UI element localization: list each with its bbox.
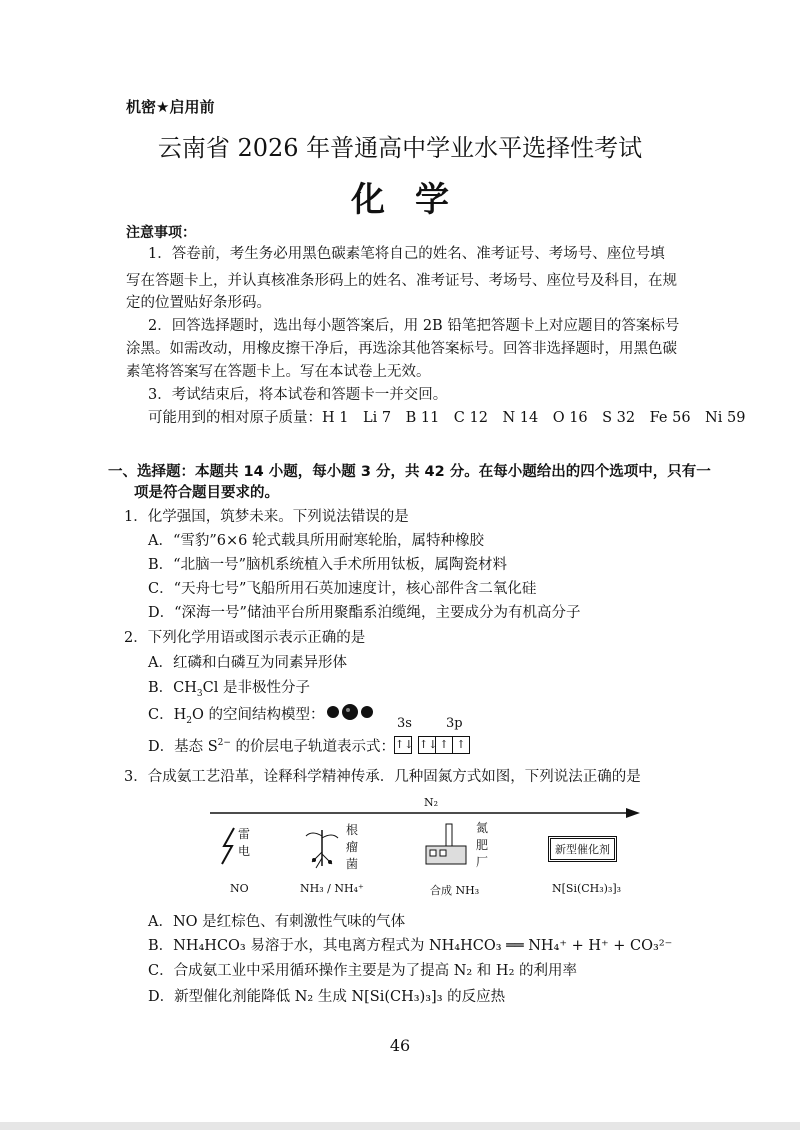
- nitrogen-fixation-diagram: [210, 796, 640, 900]
- notes-line: 素笔将答案写在答题卡上。写在本试卷上无效。: [126, 364, 431, 380]
- root-nodule-icon: [302, 826, 342, 870]
- bacteria-label: 根瘤菌: [346, 823, 359, 871]
- lightning-label: 雷电: [238, 827, 251, 858]
- confidential-label: 机密★启用前: [126, 98, 215, 116]
- question-2-stem: 2．下列化学用语或图示表示正确的是: [124, 630, 366, 646]
- page-number: 46: [389, 1036, 411, 1055]
- q1-option-b: B．“北脑一号”脑机系统植入手术所用钛板，属陶瓷材料: [148, 557, 507, 573]
- exam-title: 云南省 2026 年普通高中学业水平选择性考试: [157, 134, 643, 162]
- n2-arrow-label: N₂: [424, 796, 439, 809]
- factory-icon: [424, 822, 468, 868]
- q2-option-d: D．基态 $S^{2-}$ 的价层电子轨道表示式：: [148, 738, 396, 755]
- progress-arrow-icon: [210, 806, 640, 820]
- q1-option-d: D．“深海一号”储油平台所用聚酯系泊缆绳，主要成分为有机高分子: [148, 605, 581, 621]
- product-no: NO: [230, 882, 249, 895]
- orbital-3p-box: [418, 736, 470, 754]
- orbital-3p-label: 3p: [446, 716, 463, 731]
- notes-heading: 注意事项：: [126, 225, 196, 241]
- notes-line: 3．考试结束后，将本试卷和答题卡一并交回。: [148, 387, 448, 403]
- notes-line: 2．回答选择题时，选出每小题答案后，用 2B 铅笔把答题卡上对应题目的答案标号: [148, 318, 680, 334]
- catalyst-box: 新型催化剂: [548, 836, 617, 862]
- notes-line: 定的位置贴好条形码。: [126, 295, 271, 311]
- section-heading-cont: 项是符合题目要求的。: [134, 485, 279, 501]
- electron-pair-icon: ↑↓: [419, 737, 438, 751]
- product-catalyst: N[Si(CH₃)₃]₃: [552, 882, 622, 895]
- question-3-stem: 3．合成氨工艺沿革，诠释科学精神传承．几种固氮方式如图，下列说法正确的是: [124, 769, 641, 785]
- orbital-3s-box: [394, 736, 412, 754]
- q3-option-c: C．合成氨工业中采用循环操作主要是为了提高 N₂ 和 H₂ 的利用率: [148, 963, 577, 979]
- orbital-3s-label: 3s: [397, 716, 412, 731]
- notes-line: 涂黑。如需改动，用橡皮擦干净后，再选涂其他答案标号。回答非选择题时，用黑色碳: [126, 341, 677, 357]
- product-synthesis: 合成 NH₃: [430, 884, 480, 897]
- q2-option-c: C．$H_2O$ 的空间结构模型：: [148, 707, 325, 726]
- q1-option-a: A．“雪豹”6×6 轮式载具所用耐寒轮胎，属特种橡胶: [148, 533, 485, 549]
- q3-option-d: D．新型催化剂能降低 N₂ 生成 N[Si(CH₃)₃]₃ 的反应热: [148, 989, 506, 1005]
- atomic-masses: 可能用到的相对原子质量：H 1 Li 7 B 11 C 12 N 14 O 16 S 32 Fe 56 Ni 59: [148, 410, 746, 426]
- water-model-icon: [325, 703, 375, 721]
- q2-option-a: A．红磷和白磷互为同素异形体: [148, 655, 347, 671]
- question-1-stem: 1．化学强国，筑梦未来。下列说法错误的是: [124, 509, 409, 525]
- q1-option-c: C．“天舟七号”飞船所用石英加速度计，核心部件含二氧化硅: [148, 581, 537, 597]
- electron-pair-icon: ↑↓: [395, 737, 414, 751]
- notes-line: 写在答题卡上，并认真核准条形码上的姓名、准考证号、考场号、座位号及科目，在规: [126, 273, 677, 289]
- notes-line: 1．答卷前，考生务必用黑色碳素笔将自己的姓名、准考证号、考场号、座位号填: [148, 246, 665, 262]
- electron-up-icon: ↑: [456, 737, 466, 751]
- product-nh3: NH₃ / NH₄⁺: [300, 882, 364, 895]
- section-heading: 一、选择题：本题共 14 小题，每小题 3 分，共 42 分。在每小题给出的四个选项中，只有一: [108, 464, 711, 480]
- q2-option-b: B．$CH_3Cl$ 是非极性分子: [148, 680, 310, 699]
- bottom-divider: [0, 1122, 800, 1130]
- q3-option-b: B．NH₄HCO₃ 易溶于水，其电离方程式为 NH₄HCO₃ ══ NH₄⁺ + H⁺ + CO₃²⁻: [148, 938, 673, 954]
- factory-label: 氮肥厂: [476, 821, 489, 869]
- orbital-diagram: [394, 734, 476, 754]
- q3-option-a: A．NO 是红棕色、有刺激性气味的气体: [148, 914, 406, 930]
- electron-up-icon: ↑: [436, 737, 453, 753]
- subject-title: 化学: [351, 180, 479, 220]
